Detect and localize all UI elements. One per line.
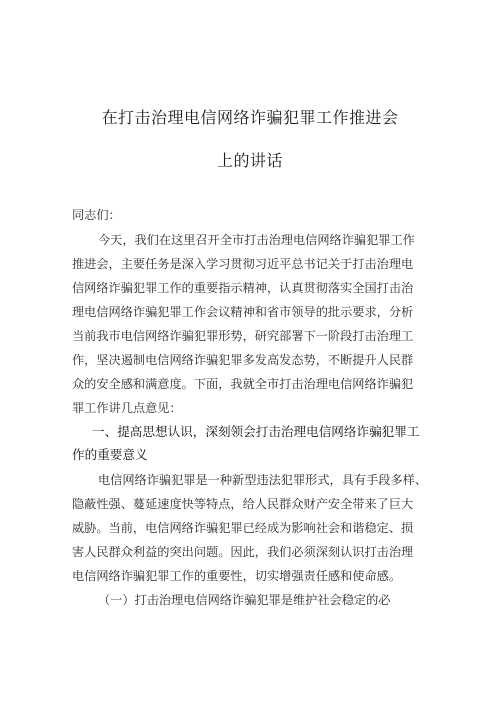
paragraph-2-line: 害人民群众利益的突出问题。因此，我们必须深刻认识打击治理 (72, 545, 414, 559)
paragraph-2-line: 威胁。当前，电信网络诈骗犯罪已经成为影响社会和谐稳定、损 (72, 521, 414, 535)
paragraph-2-line: 电信网络诈骗犯罪是一种新型违法犯罪形式，具有手段多样、 (98, 473, 428, 487)
paragraph-1-line: 推进会，主要任务是深入学习贯彻习近平总书记关于打击治理电 (72, 257, 414, 271)
subsection-1-heading: （一）打击治理电信网络诈骗犯罪是维护社会稳定的必 (98, 593, 391, 607)
section-1-heading-line: 作的重要意义 (72, 447, 148, 462)
document-title-line-2: 上的讲话 (216, 151, 283, 170)
salutation: 同志们： (72, 208, 121, 222)
paragraph-1-line: 罪工作讲几点意见： (72, 401, 182, 415)
paragraph-2-line: 隐蔽性强、蔓延速度快等特点，给人民群众财产安全带来了巨大 (72, 497, 414, 511)
paragraph-1-line: 作，坚决遏制电信网络诈骗犯罪多发高发态势，不断提升人民群 (72, 353, 414, 367)
paragraph-1-line: 信网络诈骗犯罪工作的重要指示精神，认真贯彻落实全国打击治 (72, 281, 414, 295)
paragraph-1-line: 众的安全感和满意度。下面，我就全市打击治理电信网络诈骗犯 (72, 377, 414, 391)
paragraph-1-line: 今天，我们在这里召开全市打击治理电信网络诈骗犯罪工作 (98, 233, 415, 247)
document-title-line-1: 在打击治理电信网络诈骗犯罪工作推进会 (101, 108, 399, 127)
paragraph-1-line: 理电信网络诈骗犯罪工作会议精神和省市领导的批示要求，分析 (72, 305, 414, 319)
paragraph-1-line: 当前我市电信网络诈骗犯罪形势，研究部署下一阶段打击治理工 (72, 329, 414, 343)
paragraph-2-line: 电信网络诈骗犯罪工作的重要性，切实增强责任感和使命感。 (72, 569, 402, 583)
section-1-heading-line: 一、提高思想认识，深刻领会打击治理电信网络诈骗犯罪工 (92, 424, 420, 439)
